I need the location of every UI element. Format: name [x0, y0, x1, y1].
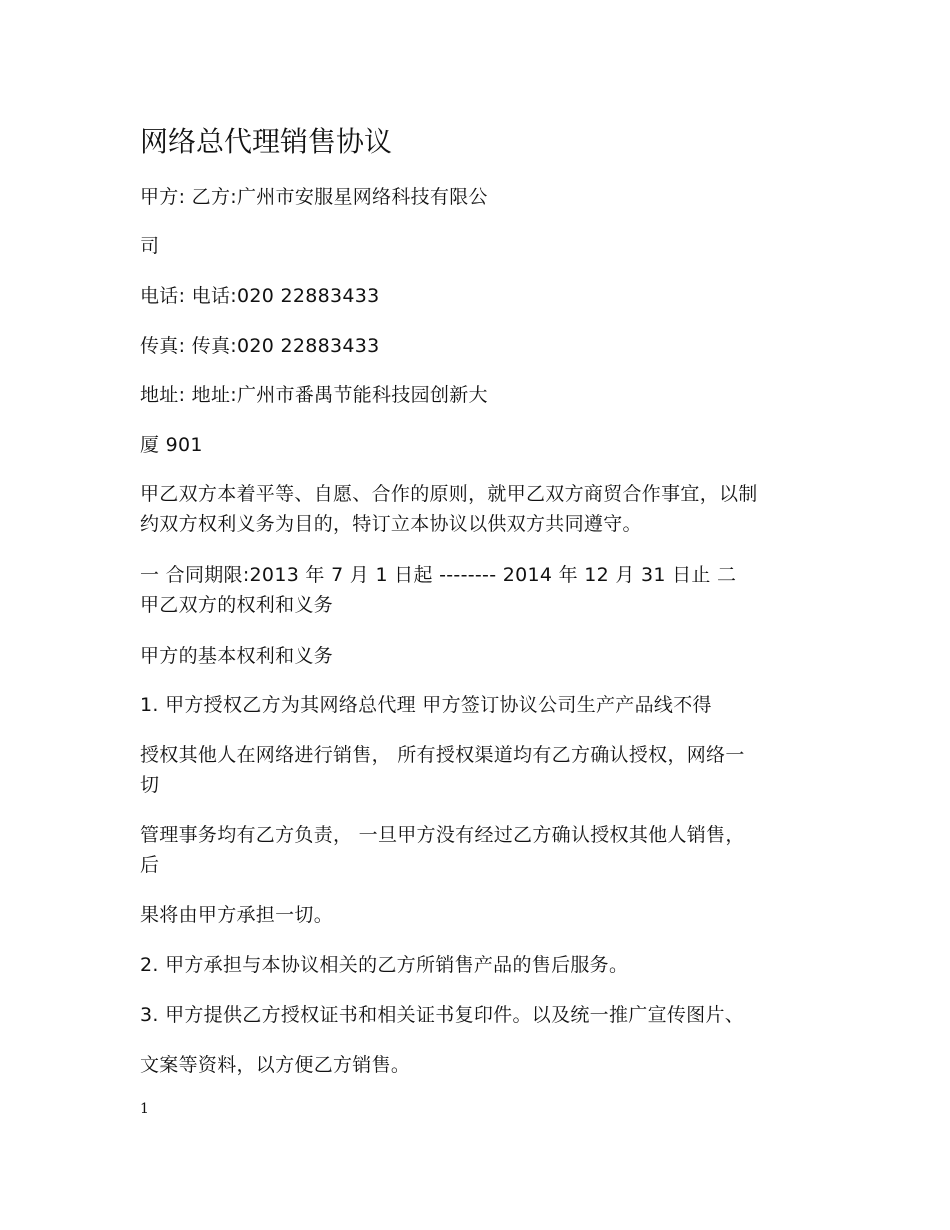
contract-term-line-1: 一 合同期限:2013 年 7 月 1 日起 -------- 2014 年 12 月 31 日止 二 [140, 564, 737, 586]
clause-3-line-1: 3. 甲方提供乙方授权证书和相关证书复印件。以及统一推广宣传图片、 [140, 1004, 745, 1026]
party-line-name-continued: 司 [140, 235, 160, 257]
clause-1-line-2: 授权其他人在网络进行销售， 所有授权渠道均有乙方确认授权，网络一 [140, 744, 745, 766]
clause-3-line-2: 文案等资料，以方便乙方销售。 [140, 1054, 411, 1076]
preamble-line-2: 约双方权利义务为目的，特订立本协议以供双方共同遵守。 [140, 513, 642, 535]
fax-line: 传真: 传真:020 22883433 [140, 335, 380, 357]
clause-2: 2. 甲方承担与本协议相关的乙方所销售产品的售后服务。 [140, 954, 629, 976]
preamble-line-1: 甲乙双方本着平等、自愿、合作的原则，就甲乙双方商贸合作事宜，以制 [140, 483, 758, 505]
clause-1-line-5: 后 [140, 854, 160, 876]
party-a-rights-heading: 甲方的基本权利和义务 [140, 645, 334, 667]
clause-1-line-6: 果将由甲方承担一切。 [140, 904, 334, 926]
phone-line: 电话: 电话:020 22883433 [140, 285, 380, 307]
clause-1-line-1: 1. 甲方授权乙方为其网络总代理 甲方签订协议公司生产产品线不得 [140, 694, 712, 716]
clause-1-line-3: 切 [140, 774, 160, 796]
address-line: 地址: 地址:广州市番禺节能科技园创新大 [140, 384, 488, 406]
clause-1-line-4: 管理事务均有乙方负责， 一旦甲方没有经过乙方确认授权其他人销售， [140, 824, 745, 846]
page-number: 1 [140, 1101, 149, 1117]
party-line-name: 甲方: 乙方:广州市安服星网络科技有限公 [140, 186, 488, 208]
contract-term-line-2: 甲乙双方的权利和义务 [140, 594, 334, 616]
address-line-continued: 厦 901 [140, 434, 203, 456]
document-title: 网络总代理销售协议 [140, 125, 393, 158]
